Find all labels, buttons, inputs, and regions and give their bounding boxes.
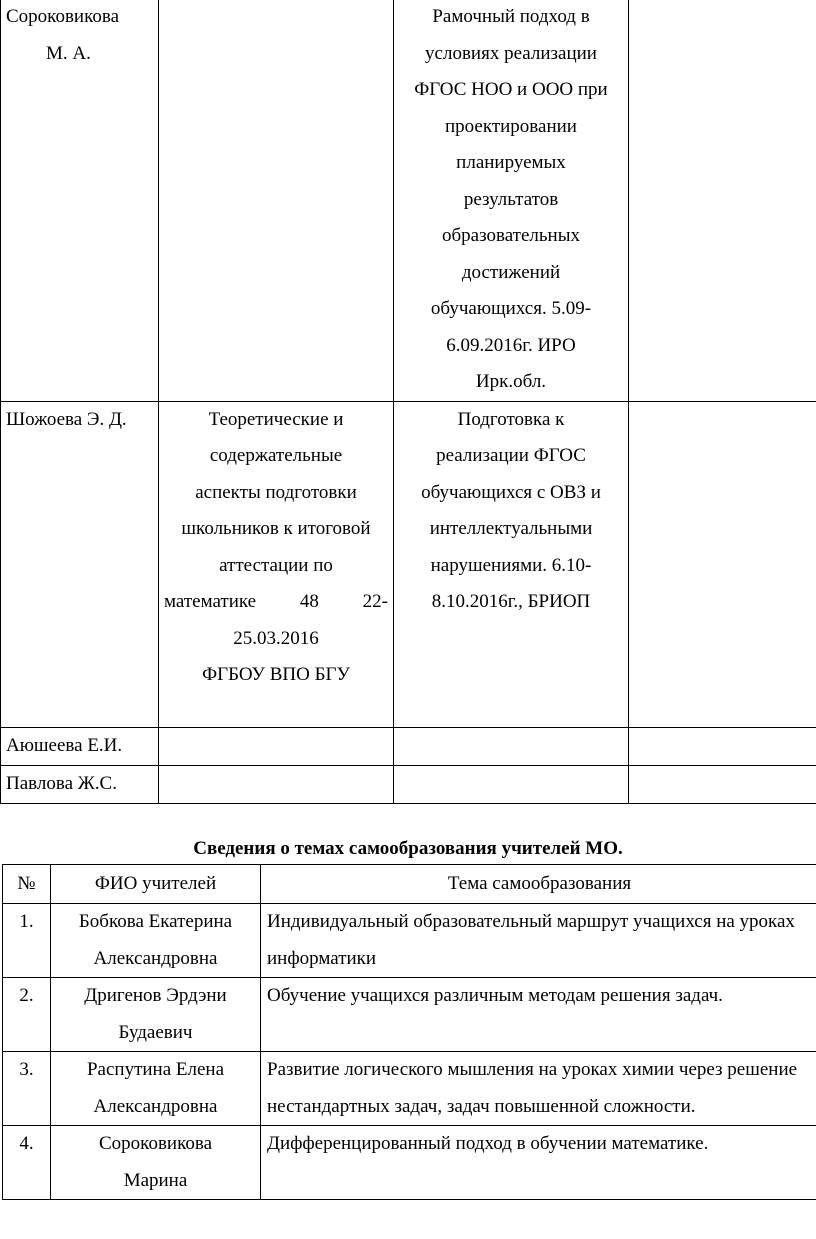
teacher-name: Шожоева Э. Д. xyxy=(6,408,127,430)
column-header-topic: Тема самообразования xyxy=(261,865,816,904)
table-header-row xyxy=(3,865,816,904)
row-number: 4. xyxy=(3,1126,51,1200)
fio-line: Бобкова Екатерина xyxy=(78,911,233,932)
course-text-line: Рамочный подход в xyxy=(432,6,590,27)
course-text-line: аттестации по xyxy=(219,554,333,576)
table-row xyxy=(3,978,816,1052)
course-text-line: реализации ФГОС xyxy=(436,445,586,466)
teacher-initials: М. А. xyxy=(46,42,91,64)
teacher-name-cell xyxy=(1,727,159,765)
course-text-line: проектировании xyxy=(445,115,577,137)
topic-cell: Индивидуальный образовательный маршрут учащихся на уроках информатики xyxy=(261,904,816,978)
table-row xyxy=(1,401,816,727)
course-text-line: обучающихся. 5.09- xyxy=(430,298,592,319)
section-heading: Сведения о темах самообразования учителей МО. xyxy=(193,838,623,859)
table-row xyxy=(1,727,816,765)
column-header-number: № xyxy=(3,865,51,904)
course-text-line: 6.09.2016г. ИРО xyxy=(446,334,576,356)
teacher-fio xyxy=(51,904,261,978)
table-row xyxy=(1,0,816,401)
course-text-line: образовательных xyxy=(442,225,580,246)
course-cell-empty xyxy=(159,765,394,803)
course-cell-empty xyxy=(159,727,394,765)
course-cell xyxy=(394,401,629,727)
course-cell-empty xyxy=(394,765,629,803)
course-cell-empty xyxy=(394,727,629,765)
course-text-line xyxy=(164,584,388,621)
fio-line: Распутина Елена xyxy=(86,1059,225,1080)
row-number: 2. xyxy=(3,978,51,1052)
course-text-line: ФГОС НОО и ООО при xyxy=(414,79,608,100)
course-text-line: Теоретические и xyxy=(208,408,344,430)
course-text-line: 8.10.2016г., БРИОП xyxy=(431,591,591,612)
fio-line: Александровна xyxy=(93,947,218,969)
column-header-fio: ФИО учителей xyxy=(51,865,261,904)
teacher-name: Аюшеева Е.И. xyxy=(6,734,123,756)
fio-line: Марина xyxy=(123,1169,188,1191)
course-text-line: нарушениями. 6.10- xyxy=(430,554,592,576)
topic-cell: Обучение учащихся различным методам решения задач. xyxy=(261,978,816,1052)
table-row xyxy=(3,1126,816,1200)
course-text-line: интеллектуальными xyxy=(429,518,593,539)
course-text-line: планируемых xyxy=(456,152,566,173)
course-text-line: результатов xyxy=(463,188,559,210)
teacher-name-cell xyxy=(1,401,159,727)
table-row xyxy=(3,1052,816,1126)
teacher-fio xyxy=(51,1052,261,1126)
course-text-line: 25.03.2016 xyxy=(233,627,319,649)
extra-cell-empty xyxy=(629,0,816,401)
table-row xyxy=(1,765,816,803)
fio-line: Александровна xyxy=(93,1095,218,1117)
fio-line: Сороковикова xyxy=(99,1133,212,1154)
fio-line: Дригенов Эрдэни xyxy=(84,985,227,1006)
course-text-word: математике xyxy=(164,591,257,612)
row-number: 1. xyxy=(3,904,51,978)
course-text-line: Подготовка к xyxy=(457,408,565,430)
course-text-line: обучающихся с ОВЗ и xyxy=(421,481,601,503)
table-row xyxy=(3,904,816,978)
course-text-line: ФГБОУ ВПО БГУ xyxy=(202,664,350,685)
course-cell xyxy=(159,401,394,727)
course-text-line: условиях реализации xyxy=(425,42,597,64)
teacher-name: Сороковикова xyxy=(6,6,119,27)
topic-cell: Развитие логического мышления на уроках химии через решение нестандартных задач, задач повышенной сложности. xyxy=(261,1052,816,1126)
topic-cell: Дифференцированный подход в обучении математике. xyxy=(261,1126,816,1200)
teacher-name-cell xyxy=(1,0,159,401)
extra-cell-empty xyxy=(629,727,816,765)
course-text-line: Ирк.обл. xyxy=(475,371,547,392)
course-cell-empty xyxy=(159,0,394,401)
row-number: 3. xyxy=(3,1052,51,1126)
course-text-word: 22- xyxy=(362,591,388,612)
course-text-line: школьников к итоговой xyxy=(181,518,371,539)
teacher-name: Павлова Ж.С. xyxy=(6,772,117,794)
self-education-table xyxy=(2,864,816,1200)
extra-cell-empty xyxy=(629,401,816,727)
course-text-word: 48 xyxy=(299,591,319,612)
teacher-name-cell xyxy=(1,765,159,803)
course-text-line: содержательные xyxy=(209,445,343,466)
fio-line: Будаевич xyxy=(118,1021,193,1043)
course-cell xyxy=(394,0,629,401)
course-text-line: аспекты подготовки xyxy=(195,481,357,503)
teacher-fio xyxy=(51,1126,261,1200)
course-text-line: достижений xyxy=(461,261,561,283)
extra-cell-empty xyxy=(629,765,816,803)
teacher-fio xyxy=(51,978,261,1052)
